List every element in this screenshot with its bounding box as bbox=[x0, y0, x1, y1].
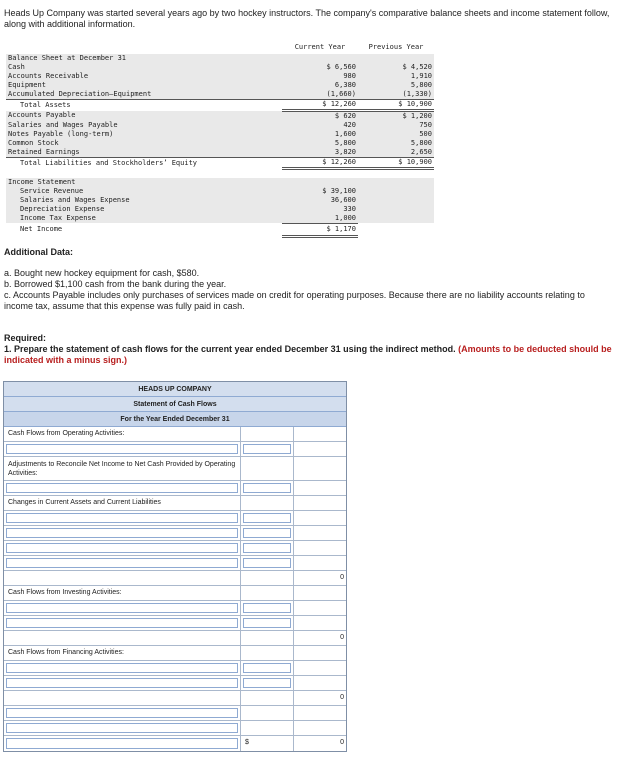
cf-input-label[interactable] bbox=[6, 618, 238, 628]
is-row-label: Income Tax Expense bbox=[20, 213, 96, 222]
cf-input-amount[interactable] bbox=[243, 618, 291, 628]
net-income-cur: $ 1,170 bbox=[282, 223, 358, 236]
income-statement-title: Income Statement bbox=[8, 177, 76, 186]
balance-sheet-title: Balance Sheet at December 31 bbox=[8, 54, 127, 62]
bs-liab-prev: 2,650 bbox=[410, 148, 432, 156]
cf-input-amount[interactable] bbox=[243, 513, 291, 523]
balance-sheet-table bbox=[6, 40, 434, 238]
col-previous-header: Previous Year bbox=[368, 42, 424, 51]
bs-liab-prev: $ 1,200 bbox=[402, 112, 432, 120]
cf-input-label[interactable] bbox=[6, 543, 238, 553]
bs-liab-label: Common Stock bbox=[8, 139, 59, 147]
cf-adjustments-label: Adjustments to Reconcile Net Income to Net Cash Provided by Operating Activities: bbox=[4, 457, 241, 480]
additional-b: b. Borrowed $1,100 cash from the bank during the year. bbox=[4, 279, 227, 289]
bs-row-label: Accumulated Depreciation–Equipment bbox=[8, 90, 152, 98]
required-note: (Amounts to be deducted should be indicated with a minus sign.) bbox=[4, 344, 612, 365]
cf-financing-total: 0 bbox=[340, 694, 344, 701]
is-row-cur: 330 bbox=[343, 204, 356, 213]
bs-row-cur: 980 bbox=[343, 72, 356, 80]
bs-row-cur: 6,380 bbox=[334, 81, 356, 89]
cf-ending-total: 0 bbox=[340, 739, 344, 746]
bs-liab-prev: 500 bbox=[419, 130, 432, 138]
total-assets-cur: $ 12,260 bbox=[282, 100, 358, 111]
bs-liab-cur: $ 620 bbox=[334, 112, 356, 120]
cf-statement-title: Statement of Cash Flows bbox=[4, 397, 346, 412]
cf-changes-label: Changes in Current Assets and Current Liabilities bbox=[4, 496, 241, 510]
cf-input-label[interactable] bbox=[6, 444, 238, 454]
cf-input-label[interactable] bbox=[6, 558, 238, 568]
cf-input-amount[interactable] bbox=[243, 558, 291, 568]
bs-row-prev: 5,800 bbox=[410, 81, 432, 89]
cf-input-label[interactable] bbox=[6, 708, 238, 718]
is-row-label: Depreciation Expense bbox=[20, 204, 105, 213]
cf-input-amount[interactable] bbox=[243, 444, 291, 454]
cf-company: HEADS UP COMPANY bbox=[4, 382, 346, 397]
cf-input-label[interactable] bbox=[6, 678, 238, 688]
cf-input-label[interactable] bbox=[6, 483, 238, 493]
is-row-label: Salaries and Wages Expense bbox=[20, 195, 130, 204]
bs-row-prev: 1,910 bbox=[410, 72, 432, 80]
required-title: Required: bbox=[4, 333, 47, 343]
bs-liab-label: Salaries and Wages Payable bbox=[8, 121, 118, 129]
bs-row-label: Cash bbox=[8, 63, 25, 71]
cf-input-label[interactable] bbox=[6, 663, 238, 673]
cf-input-label[interactable] bbox=[6, 603, 238, 613]
cf-investing-total: 0 bbox=[340, 634, 344, 641]
cf-input-amount[interactable] bbox=[243, 663, 291, 673]
cf-input-amount[interactable] bbox=[243, 483, 291, 493]
intro-text: Heads Up Company was started several years ago by two hockey instructors. The company's comparative balance sheets and income statement follow, along with additional information. bbox=[4, 8, 610, 29]
bs-row-cur: $ 6,560 bbox=[326, 63, 356, 71]
net-income-label: Net Income bbox=[20, 225, 63, 233]
cf-investing-label: Cash Flows from Investing Activities: bbox=[4, 586, 241, 600]
cf-operating-label: Cash Flows from Operating Activities: bbox=[4, 427, 241, 441]
cf-input-amount[interactable] bbox=[243, 603, 291, 613]
cf-dollar-sign: $ bbox=[245, 739, 249, 746]
bs-row-prev: $ 4,520 bbox=[402, 63, 432, 71]
additional-c: c. Accounts Payable includes only purchases of services made on credit for operating purposes. Because there are no liability accounts relating to income tax, assume that this expense was fully paid in cash. bbox=[4, 290, 585, 311]
cash-flow-statement bbox=[3, 381, 347, 752]
bs-liab-prev: 750 bbox=[419, 121, 432, 129]
required-text: 1. Prepare the statement of cash flows for the current year ended December 31 using the indirect method. bbox=[4, 344, 456, 354]
col-current-header: Current Year bbox=[294, 42, 346, 51]
is-row-cur: $ 39,100 bbox=[322, 186, 356, 195]
bs-row-label: Accounts Receivable bbox=[8, 72, 89, 80]
cf-input-amount[interactable] bbox=[243, 678, 291, 688]
bs-liab-label: Notes Payable (long-term) bbox=[8, 130, 114, 138]
additional-a: a. Bought new hockey equipment for cash, $580. bbox=[4, 268, 200, 278]
cf-period: For the Year Ended December 31 bbox=[4, 412, 346, 427]
cf-input-label[interactable] bbox=[6, 528, 238, 538]
cf-operating-total: 0 bbox=[340, 574, 344, 581]
total-le-prev: $ 10,900 bbox=[358, 158, 434, 169]
total-le-cur: $ 12,260 bbox=[282, 158, 358, 169]
bs-liab-cur: 420 bbox=[343, 121, 356, 129]
bs-liab-label: Accounts Payable bbox=[8, 111, 76, 120]
total-assets-label: Total Assets bbox=[6, 100, 282, 111]
cf-input-label[interactable] bbox=[6, 513, 238, 523]
bs-liab-label: Retained Earnings bbox=[8, 148, 80, 156]
cf-input-label[interactable] bbox=[6, 723, 238, 733]
bs-liab-cur: 3,820 bbox=[334, 148, 356, 156]
bs-row-cur: (1,660) bbox=[326, 90, 356, 98]
bs-liab-prev: 5,800 bbox=[410, 139, 432, 147]
bs-liab-cur: 5,800 bbox=[334, 139, 356, 147]
is-row-cur: 1,000 bbox=[334, 213, 356, 222]
total-assets-prev: $ 10,900 bbox=[358, 100, 434, 111]
bs-liab-cur: 1,600 bbox=[334, 130, 356, 138]
bs-row-prev: (1,330) bbox=[402, 90, 432, 98]
is-row-cur: 36,600 bbox=[330, 195, 356, 204]
cf-input-label[interactable] bbox=[6, 738, 238, 749]
cf-input-amount[interactable] bbox=[243, 528, 291, 538]
cf-financing-label: Cash Flows from Financing Activities: bbox=[4, 646, 241, 660]
is-row-label: Service Revenue bbox=[20, 186, 84, 195]
total-le-label: Total Liabilities and Stockholders’ Equity bbox=[6, 158, 282, 169]
additional-title: Additional Data: bbox=[4, 247, 73, 257]
cf-input-amount[interactable] bbox=[243, 543, 291, 553]
bs-row-label: Equipment bbox=[8, 81, 46, 89]
